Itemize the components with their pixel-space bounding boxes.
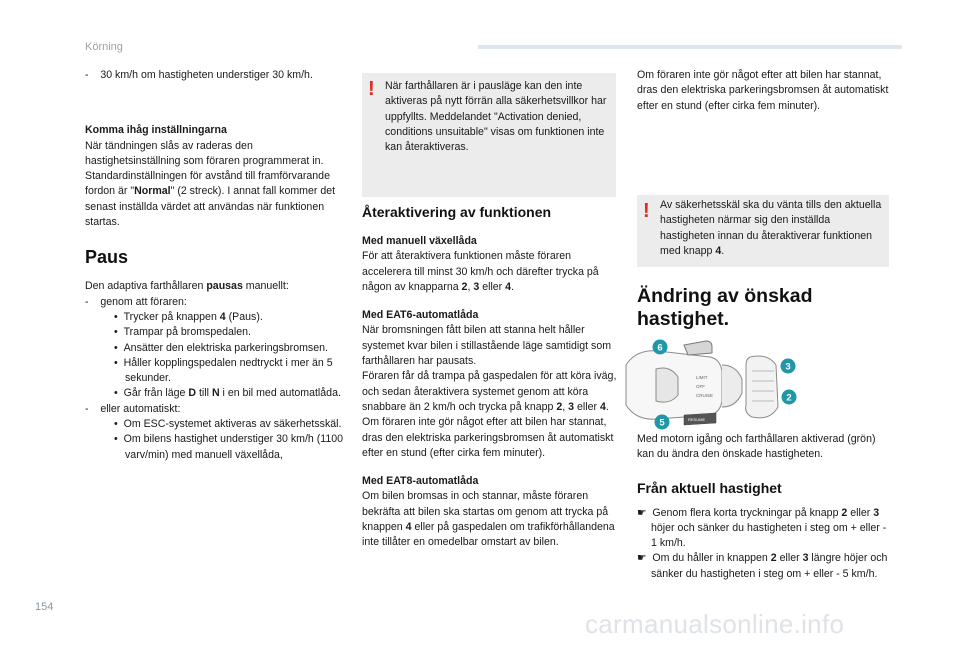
badge-5 [655,415,670,430]
svg-text:5: 5 [659,417,665,429]
eat6-text-2: Föraren får då trampa på gaspedalen för att köra iväg, och sedan återaktivera systemet genom att köra snabbare än 2 km/h och trycka på knapp 2, 3 eller 4. [362,370,617,413]
svg-text:2: 2 [786,392,792,404]
speed-heading [637,285,897,331]
eat6-title: Med EAT6-automatlåda [362,309,479,322]
watermark: carmanualsonline.info [585,609,845,639]
eat6-text-1: När bromsningen fått bilen att stanna helt håller systemet kvar bilen i stillastående läge samtidigt som farthållaren har pausats. [362,324,612,368]
list-item: • Håller kopplingspedalen nedtryckt i mer än 5 sekunder. [114,356,333,385]
stalk-rocker [746,356,778,418]
column-1 [85,68,347,463]
after-figure-text: Med motorn igång och farthållaren aktiverad (grön) kan du ändra den önskade hastigheten. [637,433,876,461]
svg-text:3: 3 [785,361,791,373]
manual-text: För att återaktivera funktionen måste föraren accelerera till minst 30 km/h och därefter trycka på någon av knapparna 2, 3 eller 4. [362,250,599,293]
list-item: ☛ Om du håller in knappen 2 eller 3 längre höjer och sänker du hastigheten i steg om + eller - 5 km/h. [637,552,888,580]
list-item: • Trampar på bromspedalen. [114,326,251,339]
manual-title: Med manuell växellåda [362,235,477,247]
badge-2 [782,390,797,405]
remember-text-2: Standardinställningen för avstånd till framförvarande fordon är "Normal" (2 streck). I annat fall kommer det senast inställda värdet att användas när funktionen startas. [85,170,336,229]
paus-intro: Den adaptiva farthållaren pausas manuellt: [85,280,289,293]
remember-title: Komma ihåg inställningarna [85,124,227,137]
list-item: • Om bilens hastighet understiger 30 km/h (1100 varv/min) med manuell växellåda, [114,433,344,461]
header-bar [478,45,902,49]
driver-line: - genom att föraren: [85,295,187,308]
dash-item: - 30 km/h om hastigheten understiger 30 km/h. [85,69,313,81]
badge-3 [781,359,796,374]
section-label: Körning [85,41,123,53]
column-3-intro [637,68,889,114]
paus-heading: Paus [85,247,129,268]
eat6-text-3: Om föraren inte gör något efter att bilen har stannat, dras den elektriska parkeringsbromsen åt automatiskt efter en stund (efter cirka fem minuter). [362,416,614,459]
stalk-tip [684,341,712,355]
auto-line: - eller automatiskt: [85,402,181,415]
badge-6 [653,340,668,355]
stalk-ring [722,365,742,407]
intro-text: Om föraren inte gör något efter att bilen har stannat, dras den elektriska parkeringsbromsen åt automatiskt efter en stund (efter cirka fem minuter). [637,69,889,112]
list-item: • Ansätter den elektriska parkeringsbromsen. [114,341,328,354]
warning-text: Av säkerhetsskäl ska du vänta tills den aktuella hastigheten närmar sig den inställda hastigheten innan du återaktiverar funktionen med knapp 4. [660,199,882,257]
list-item: • Om ESC-systemet aktiveras av säkerhetsskäl. [114,418,342,431]
warning-box-pause [362,73,616,197]
fig-label-off: OFF [696,384,705,389]
fig-label-cruise: CRUISE [696,393,714,398]
list-item: • Trycker på knappen 4 (Paus). [114,310,263,323]
reactivation-heading: Återaktivering av funktionen [362,204,552,220]
cruise-control-stalk-illustration [618,335,808,433]
speed-heading-line-1: Ändring av önskad [637,285,813,307]
fig-label-limit: LIMIT [696,375,708,380]
warning-icon: ! [643,200,650,222]
column-3-body [637,432,893,582]
stalk-switch [656,368,678,402]
page-number: 154 [35,601,54,613]
speed-heading-line-2: hastighet. [637,308,730,330]
fig-label-resume: RESUME [688,417,706,422]
list-item: ☛ Genom flera korta tryckningar på knapp 2 eller 3 höjer och sänker du hastigheten i steg om + eller - 1 km/h. [637,506,887,550]
warning-icon: ! [368,78,375,100]
current-speed-heading: Från aktuell hastighet [637,479,782,496]
list-item: • Går från läge D till N i en bil med automatlåda. [114,387,341,400]
column-2 [362,204,618,551]
warning-text: När farthållaren är i pausläge kan den inte aktiveras på nytt förrän alla säkerhetsvillkor har uppfyllts. Meddelandet "Activation denied, conditions unsuitable" visas om funktionen inte kan återaktiveras. [385,80,607,154]
eat8-text: Om bilen bromsas in och stannar, måste föraren bekräfta att bilen ska startas om genom att trycka på knappen 4 eller på gaspedalen om trafikförhållandena inte tillåter en omedelbar omstart av bilen. [362,490,615,549]
svg-text:6: 6 [657,342,663,354]
eat8-title: Med EAT8-automatlåda [362,475,479,488]
remember-text: När tändningen slås av raderas den hastighetsinställning som föraren programmerat in. [85,139,324,167]
warning-box-speed [637,195,889,267]
